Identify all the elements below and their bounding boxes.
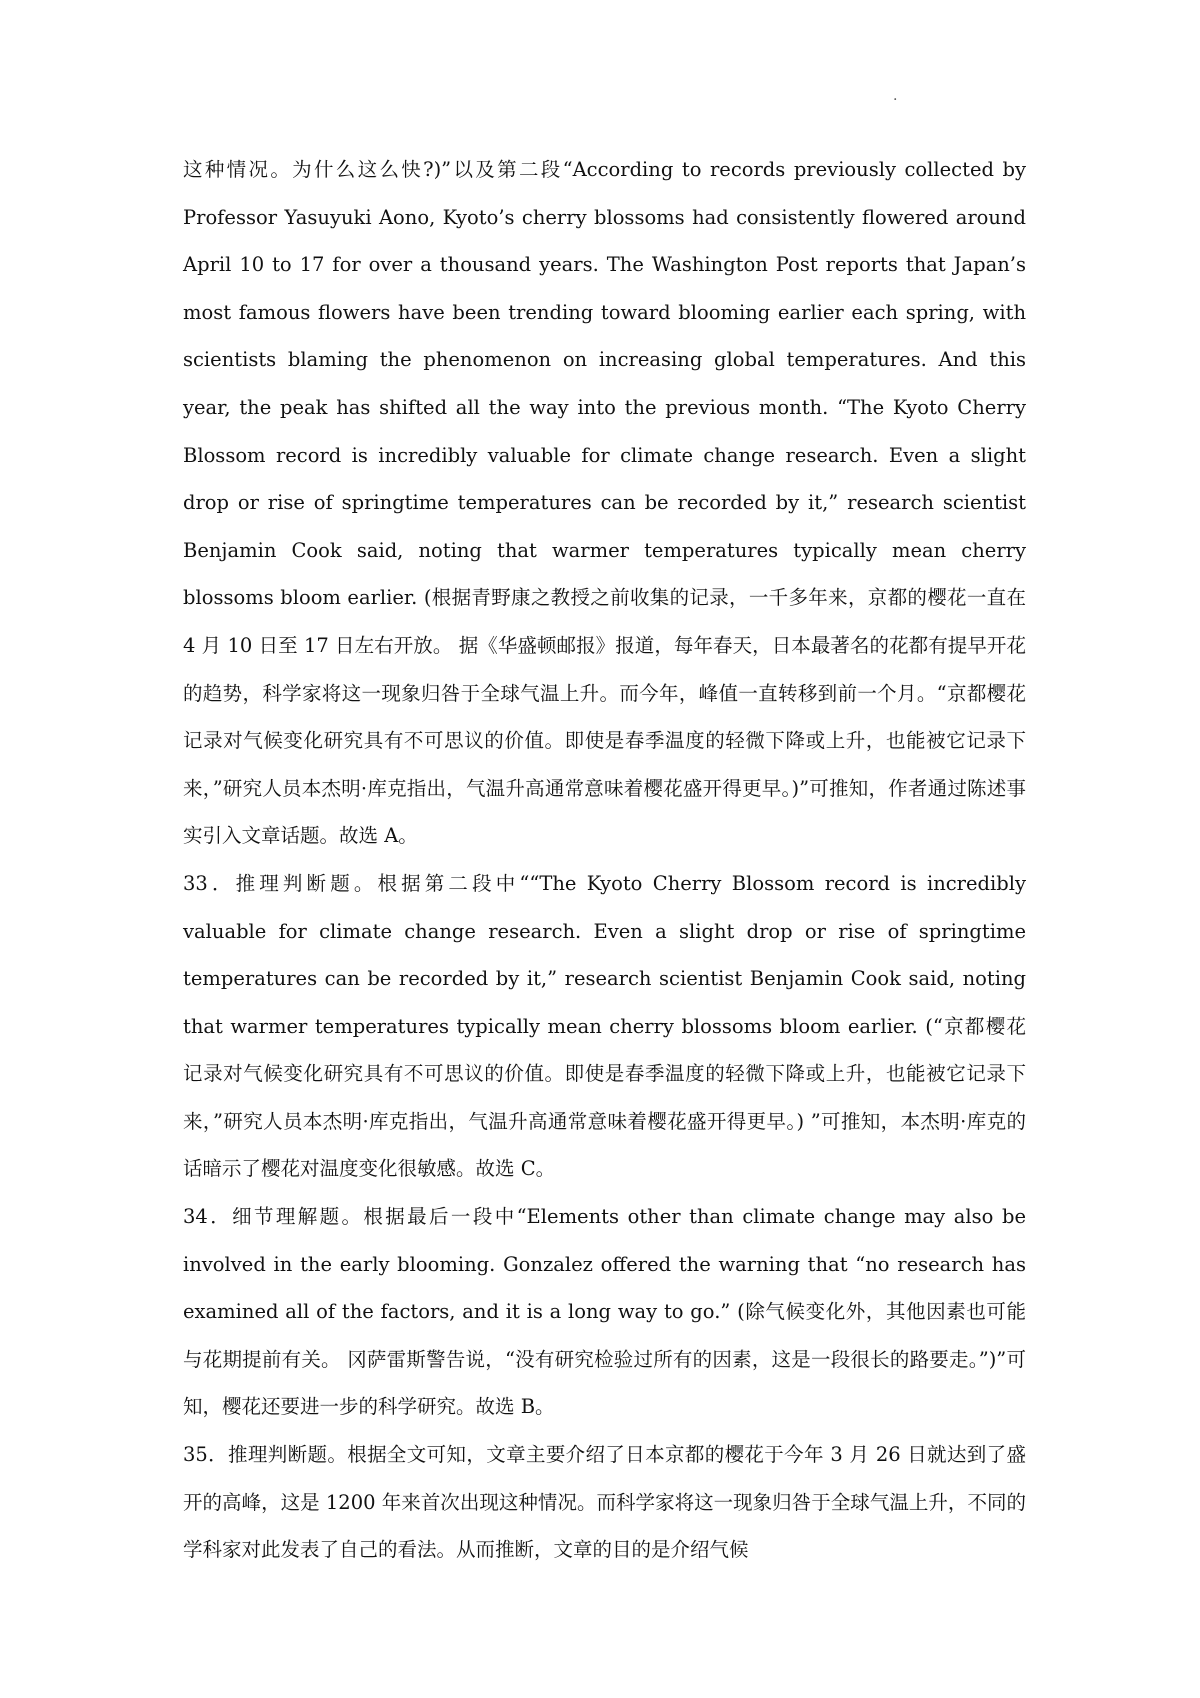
paragraph-answer-34: 34．细节理解题。根据最后一段中“Elements other than climate change may also be involved in the early blooming. Gonzalez offered the warning that “no research has examined all of the factors, and it is a long way to go.” (除气候变化外，其他因素也可能与花期提前有关。 冈萨雷斯警告说，“没有研究检验过所有的因素，这是一段很长的路要走。”)”可知，樱花还要进一步的科学研究。故选 B。 — [183, 1205, 1026, 1419]
paragraph-answer-35: 35．推理判断题。根据全文可知，文章主要介绍了日本京都的樱花于今年 3 月 26 日就达到了盛开的高峰，这是 1200 年来首次出现这种情况。而科学家将这一现象归咎于全球气温上升，不同的学科家对此发表了自己的看法。从而推断，文章的目的是介绍气候 — [183, 1443, 1026, 1562]
paragraph-continuation: 这种情况。为什么这么快?)”以及第二段“According to records previously collected by Professor Yasuyuki Aono, Kyoto’s cherry blossoms had consistently flowered around April 10 to 17 for over a thousand years. The Washington Post reports that Japan’s most famous flowers have been trending toward blooming earlier each spring, with scientists blaming the phenomenon on increasing global temperatures. And this year, the peak has shifted all the way into the previous month. “The Kyoto Cherry Blossom record is incredibly valuable for climate change research. Even a slight drop or rise of springtime temperatures can be recorded by it,” research scientist Benjamin Cook said, noting that warmer temperatures typically mean cherry blossoms bloom earlier. (根据青野康之教授之前收集的记录，一千多年来，京都的樱花一直在 4 月 10 日至 17 日左右开放。 据《华盛顿邮报》报道，每年春天，日本最著名的花都有提早开花的趋势，科学家将这一现象归咎于全球气温上升。而今年，峰值一直转移到前一个月。“京都樱花记录对气候变化研究具有不可思议的价值。即使是春季温度的轻微下降或上升，也能被它记录下来，”研究人员本杰明·库克指出，气温升高通常意味着樱花盛开得更早。)”可推知，作者通过陈述事实引入文章话题。故选 A。 — [183, 158, 1026, 848]
document-body — [183, 146, 1026, 1574]
paragraph-answer-33: 33．推理判断题。根据第二段中““The Kyoto Cherry Blossom record is incredibly valuable for climate change research. Even a slight drop or rise of springtime temperatures can be recorded by it,” research scientist Benjamin Cook said, noting that warmer temperatures typically mean cherry blossoms bloom earlier. (“京都樱花记录对气候变化研究具有不可思议的价值。即使是春季温度的轻微下降或上升，也能被它记录下来，”研究人员本杰明·库克指出，气温升高通常意味着樱花盛开得更早。) ”可推知，本杰明·库克的话暗示了樱花对温度变化很敏感。故选 C。 — [183, 871, 1026, 1181]
page-corner-mark: . — [893, 88, 898, 104]
